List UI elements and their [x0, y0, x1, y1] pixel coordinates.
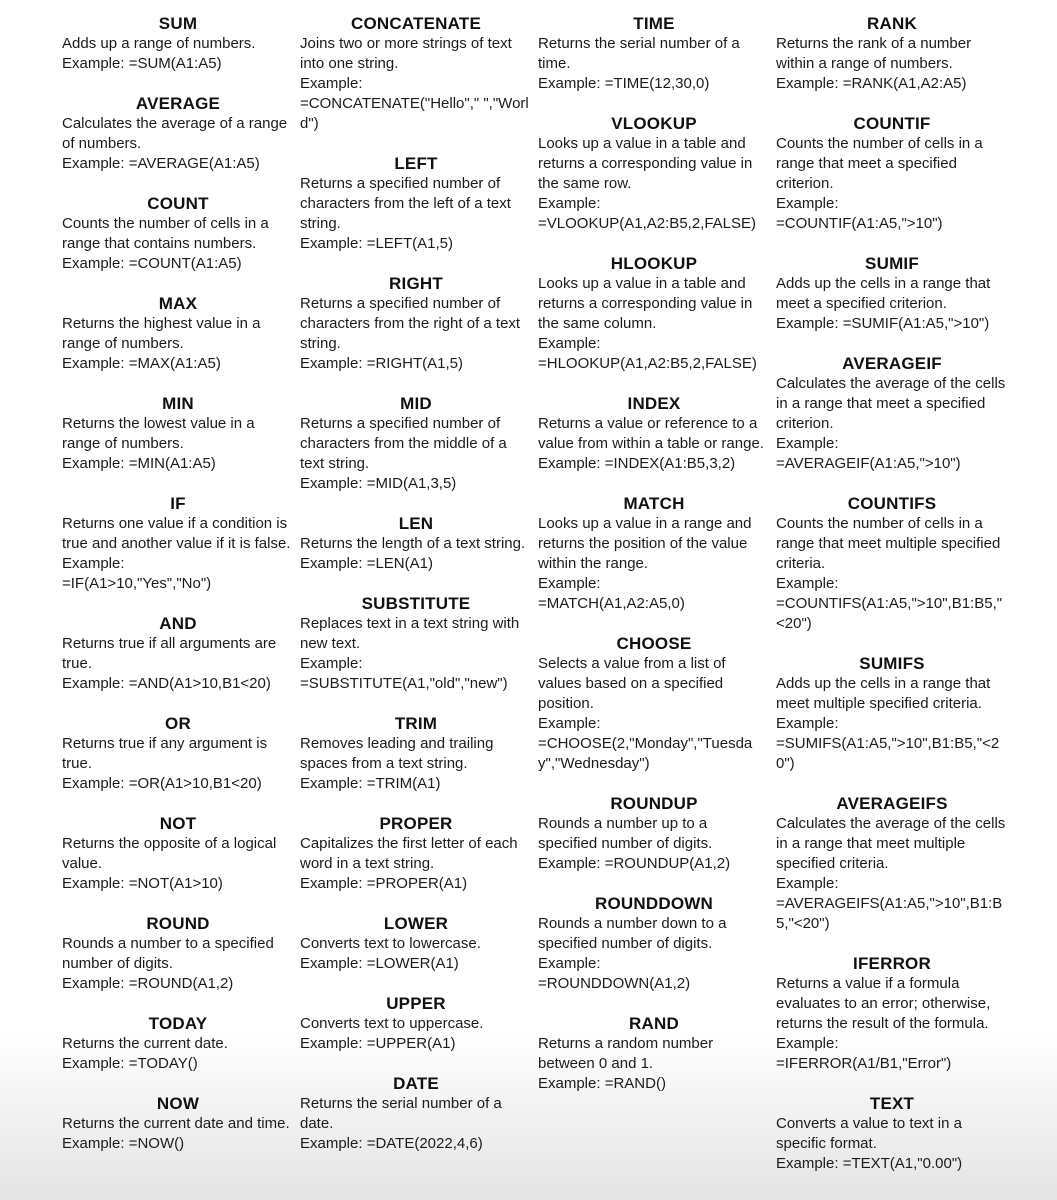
function-example: Example: =TIME(12,30,0): [538, 75, 710, 92]
function-example: Example: =NOT(A1>10): [62, 875, 223, 892]
function-example-formula: =COUNTIF(A1:A5,">10"): [776, 215, 943, 232]
function-example: Example: =MAX(A1:A5): [62, 355, 221, 372]
function-description: Replaces text in a text string with new text.: [300, 615, 520, 652]
function-name: TODAY: [148, 1014, 208, 1033]
function-example-label: Example:: [62, 555, 125, 572]
function-entry-round: [62, 914, 294, 994]
function-entry-countifs: [776, 494, 1008, 634]
function-example: Example: =ROUNDUP(A1,2): [538, 855, 731, 872]
function-example-label: Example:: [538, 195, 601, 212]
function-example: Example: =RANK(A1,A2:A5): [776, 75, 967, 92]
function-description: Returns the serial number of a time.: [538, 35, 740, 72]
column-1: [62, 14, 294, 1174]
function-example: Example: =INDEX(A1:B5,3,2): [538, 455, 736, 472]
function-example: Example: =PROPER(A1): [300, 875, 468, 892]
function-name: OR: [165, 714, 191, 733]
function-description: Converts text to uppercase.: [300, 1015, 484, 1032]
function-example-formula: =VLOOKUP(A1,A2:B5,2,FALSE): [538, 215, 757, 232]
function-entry-if: [62, 494, 294, 594]
function-name: CHOOSE: [616, 634, 692, 653]
function-name: IFERROR: [853, 954, 931, 973]
function-description: Returns the rank of a number within a range of numbers.: [776, 35, 972, 72]
function-example-label: Example:: [300, 655, 363, 672]
function-name: ROUNDUP: [610, 794, 698, 813]
function-name: RIGHT: [389, 274, 443, 293]
function-entry-trim: [300, 714, 532, 794]
function-name: RAND: [629, 1014, 679, 1033]
function-name: DATE: [393, 1074, 439, 1093]
function-description: Returns the serial number of a date.: [300, 1095, 502, 1132]
function-example: Example: =LEN(A1): [300, 555, 433, 572]
function-name: NOW: [156, 1094, 200, 1113]
function-description: Calculates the average of the cells in a range that meet a specified criterion.: [776, 375, 1006, 432]
function-entry-and: [62, 614, 294, 694]
function-description: Rounds a number down to a specified number of digits.: [538, 915, 727, 952]
function-description: Converts a value to text in a specific format.: [776, 1115, 962, 1152]
function-description: Converts text to lowercase.: [300, 935, 481, 952]
function-example-label: Example:: [776, 575, 839, 592]
function-name: UPPER: [386, 994, 446, 1013]
function-description: Returns a specified number of characters from the left of a text string.: [300, 175, 511, 232]
function-example-formula: =ROUNDDOWN(A1,2): [538, 975, 691, 992]
function-example: Example: =RIGHT(A1,5): [300, 355, 463, 372]
function-entry-lower: [300, 914, 532, 974]
function-example: Example: =MIN(A1:A5): [62, 455, 216, 472]
function-entry-index: [538, 394, 770, 474]
function-description: Selects a value from a list of values based on a specified position.: [538, 655, 726, 712]
function-example-label: Example:: [776, 875, 839, 892]
function-entry-roundup: [538, 794, 770, 874]
function-entry-count: [62, 194, 294, 274]
function-name: TRIM: [394, 714, 438, 733]
function-example: Example: =NOW(): [62, 1135, 185, 1152]
function-entry-len: [300, 514, 532, 574]
function-name: COUNT: [147, 194, 209, 213]
function-description: Counts the number of cells in a range that meet multiple specified criteria.: [776, 515, 1001, 572]
function-example-label: Example:: [538, 955, 601, 972]
function-example: Example: =OR(A1>10,B1<20): [62, 775, 262, 792]
function-name: SUMIF: [865, 254, 919, 273]
function-entry-sumifs: [776, 654, 1008, 774]
function-example-formula: =SUMIFS(A1:A5,">10",B1:B5,"<20"): [776, 735, 1000, 772]
function-name: COUNTIF: [853, 114, 931, 133]
function-name: AVERAGEIFS: [836, 794, 948, 813]
function-description: Rounds a number up to a specified number of digits.: [538, 815, 713, 852]
function-name: INDEX: [627, 394, 681, 413]
function-example-formula: =CHOOSE(2,"Monday","Tuesday","Wednesday"): [538, 735, 753, 772]
function-example: Example: =RAND(): [538, 1075, 666, 1092]
function-entry-hlookup: [538, 254, 770, 374]
function-description: Returns the lowest value in a range of numbers.: [62, 415, 255, 452]
function-example-label: Example:: [776, 1035, 839, 1052]
function-description: Counts the number of cells in a range that contains numbers.: [62, 215, 269, 252]
function-description: Rounds a number to a specified number of digits.: [62, 935, 274, 972]
function-example-label: Example:: [776, 195, 839, 212]
function-example-label: Example:: [538, 575, 601, 592]
function-description: Looks up a value in a table and returns a corresponding value in the same column.: [538, 275, 753, 332]
function-description: Returns the length of a text string.: [300, 535, 526, 552]
function-description: Looks up a value in a table and returns a corresponding value in the same row.: [538, 135, 753, 192]
function-name: CONCATENATE: [350, 14, 481, 33]
function-example: Example: =MID(A1,3,5): [300, 475, 457, 492]
function-entry-text: [776, 1094, 1008, 1174]
function-description: Adds up the cells in a range that meet multiple specified criteria.: [776, 675, 991, 712]
function-entry-date: [300, 1074, 532, 1154]
function-entry-averageif: [776, 354, 1008, 474]
function-entry-match: [538, 494, 770, 614]
function-entry-countif: [776, 114, 1008, 234]
function-description: Returns a value or reference to a value from within a table or range.: [538, 415, 764, 452]
function-example: Example: =COUNT(A1:A5): [62, 255, 242, 272]
function-description: Calculates the average of the cells in a range that meet multiple specified criteria.: [776, 815, 1006, 872]
column-3: [538, 14, 770, 1114]
function-entry-now: [62, 1094, 294, 1154]
function-name: RANK: [867, 14, 917, 33]
function-entry-mid: [300, 394, 532, 494]
function-description: Removes leading and trailing spaces from a text string.: [300, 735, 494, 772]
function-entry-proper: [300, 814, 532, 894]
function-description: Returns true if all arguments are true.: [62, 635, 277, 672]
function-name: VLOOKUP: [611, 114, 697, 133]
function-name: MIN: [162, 394, 194, 413]
function-entry-left: [300, 154, 532, 254]
function-example: Example: =TODAY(): [62, 1055, 198, 1072]
function-description: Looks up a value in a range and returns the position of the value within the range.: [538, 515, 752, 572]
function-name: LEFT: [394, 154, 438, 173]
function-example-formula: =IFERROR(A1/B1,"Error"): [776, 1055, 952, 1072]
function-description: Returns a specified number of characters from the right of a text string.: [300, 295, 521, 352]
function-example: Example: =UPPER(A1): [300, 1035, 456, 1052]
function-example: Example: =LEFT(A1,5): [300, 235, 453, 252]
function-name: MAX: [158, 294, 198, 313]
function-example-formula: =AVERAGEIF(A1:A5,">10"): [776, 455, 961, 472]
function-name: PROPER: [379, 814, 453, 833]
function-description: Returns the current date and time.: [62, 1115, 290, 1132]
function-entry-or: [62, 714, 294, 794]
function-name: SUBSTITUTE: [361, 594, 471, 613]
function-name: MATCH: [623, 494, 685, 513]
function-name: SUMIFS: [859, 654, 925, 673]
function-description: Returns one value if a condition is true and another value if it is false.: [62, 515, 291, 552]
function-description: Calculates the average of a range of numbers.: [62, 115, 288, 152]
function-example-formula: =MATCH(A1,A2:A5,0): [538, 595, 685, 612]
function-name: AVERAGE: [135, 94, 221, 113]
function-example: Example: =TEXT(A1,"0.00"): [776, 1155, 963, 1172]
function-entry-iferror: [776, 954, 1008, 1074]
function-example: Example: =AVERAGE(A1:A5): [62, 155, 260, 172]
function-example-label: Example:: [300, 75, 363, 92]
function-description: Returns true if any argument is true.: [62, 735, 268, 772]
function-name: COUNTIFS: [847, 494, 937, 513]
function-entry-choose: [538, 634, 770, 774]
function-name: ROUNDDOWN: [595, 894, 713, 913]
function-description: Counts the number of cells in a range that meet a specified criterion.: [776, 135, 983, 192]
function-description: Adds up a range of numbers.: [62, 35, 256, 52]
function-entry-sum: [62, 14, 294, 74]
function-entry-concatenate: [300, 14, 532, 134]
function-entry-rounddown: [538, 894, 770, 994]
function-entry-not: [62, 814, 294, 894]
function-example: Example: =SUM(A1:A5): [62, 55, 222, 72]
function-example-formula: =AVERAGEIFS(A1:A5,">10",B1:B5,"<20"): [776, 895, 1003, 932]
function-description: Returns a specified number of characters from the middle of a text string.: [300, 415, 507, 472]
function-example-formula: =HLOOKUP(A1,A2:B5,2,FALSE): [538, 355, 757, 372]
function-example-formula: =SUBSTITUTE(A1,"old","new"): [300, 675, 508, 692]
function-name: TEXT: [869, 1094, 915, 1113]
function-name: ROUND: [146, 914, 210, 933]
function-name: LOWER: [383, 914, 449, 933]
function-example-formula: =COUNTIFS(A1:A5,">10",B1:B5,"<20"): [776, 595, 1003, 632]
column-2: [300, 14, 532, 1174]
function-name: MID: [400, 394, 432, 413]
function-description: Returns the highest value in a range of numbers.: [62, 315, 261, 352]
function-example: Example: =LOWER(A1): [300, 955, 459, 972]
function-example-formula: =IF(A1>10,"Yes","No"): [62, 575, 212, 592]
function-entry-averageifs: [776, 794, 1008, 934]
function-name: AND: [159, 614, 197, 633]
function-entry-rank: [776, 14, 1008, 94]
function-example-label: Example:: [538, 335, 601, 352]
function-name: HLOOKUP: [610, 254, 698, 273]
function-name: AVERAGEIF: [842, 354, 942, 373]
function-description: Returns a random number between 0 and 1.: [538, 1035, 714, 1072]
function-entry-sumif: [776, 254, 1008, 334]
function-example: Example: =DATE(2022,4,6): [300, 1135, 483, 1152]
column-4: [776, 14, 1008, 1194]
function-name: TIME: [633, 14, 675, 33]
function-entry-rand: [538, 1014, 770, 1094]
function-example-formula: =CONCATENATE("Hello"," ","World"): [300, 95, 529, 132]
function-description: Adds up the cells in a range that meet a specified criterion.: [776, 275, 991, 312]
function-example-label: Example:: [776, 435, 839, 452]
function-entry-upper: [300, 994, 532, 1054]
function-example: Example: =TRIM(A1): [300, 775, 441, 792]
function-name: IF: [170, 494, 186, 513]
function-entry-min: [62, 394, 294, 474]
function-description: Joins two or more strings of text into one string.: [300, 35, 512, 72]
function-description: Capitalizes the first letter of each word in a text string.: [300, 835, 518, 872]
function-example: Example: =AND(A1>10,B1<20): [62, 675, 271, 692]
function-example: Example: =SUMIF(A1:A5,">10"): [776, 315, 990, 332]
function-entry-substitute: [300, 594, 532, 694]
function-name: NOT: [159, 814, 197, 833]
function-entry-right: [300, 274, 532, 374]
function-entry-time: [538, 14, 770, 94]
function-entry-vlookup: [538, 114, 770, 234]
function-name: LEN: [398, 514, 434, 533]
function-example-label: Example:: [538, 715, 601, 732]
function-entry-max: [62, 294, 294, 374]
function-entry-average: [62, 94, 294, 174]
function-example-label: Example:: [776, 715, 839, 732]
function-description: Returns a value if a formula evaluates to an error; otherwise, returns the result of the formula.: [776, 975, 991, 1032]
function-name: SUM: [158, 14, 198, 33]
function-description: Returns the current date.: [62, 1035, 228, 1052]
function-entry-today: [62, 1014, 294, 1074]
function-example: Example: =ROUND(A1,2): [62, 975, 234, 992]
function-description: Returns the opposite of a logical value.: [62, 835, 277, 872]
